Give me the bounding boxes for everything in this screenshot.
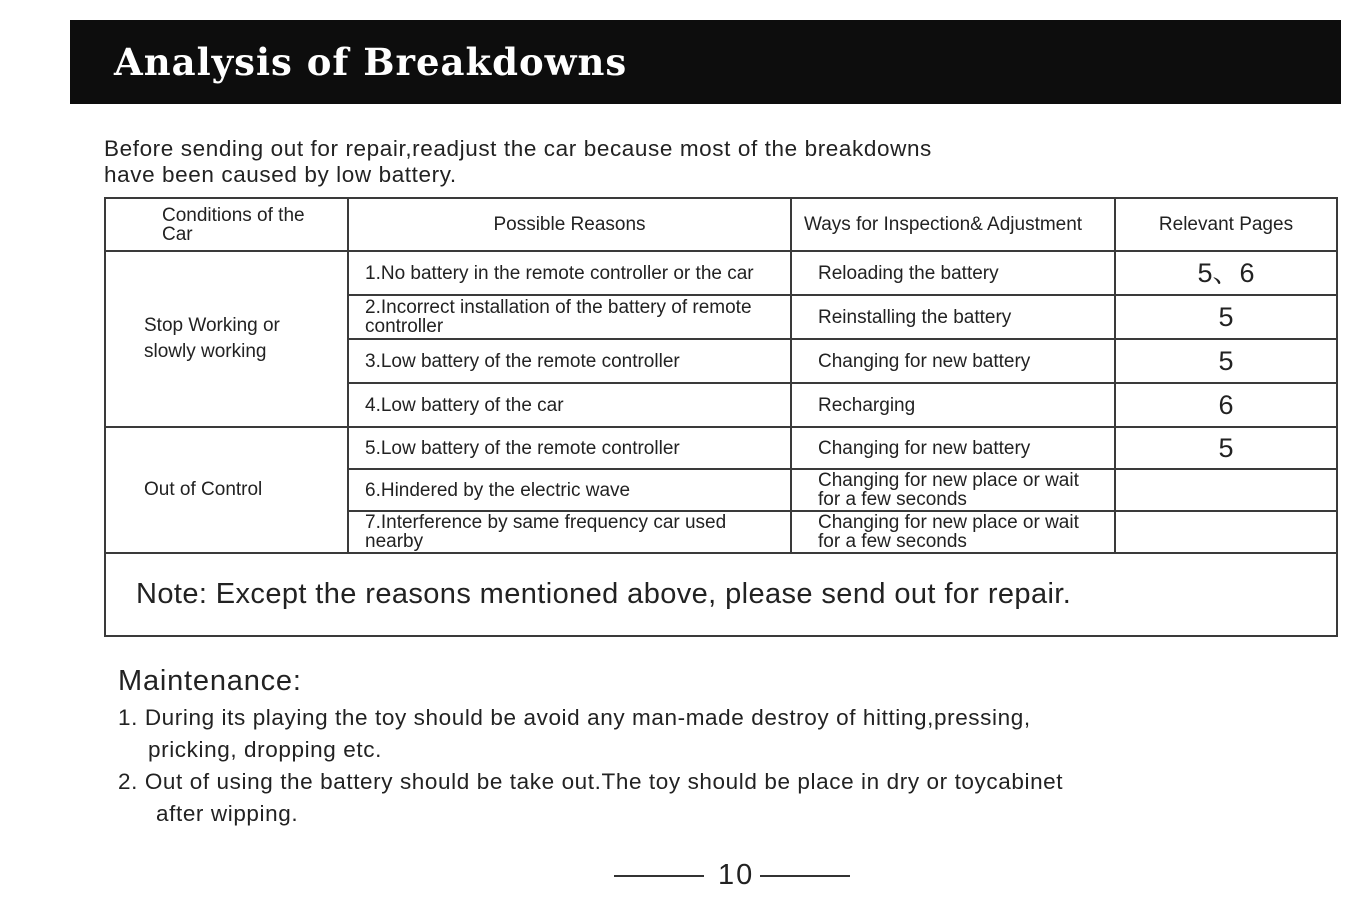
maintenance-item-1-line-2: pricking, dropping etc.	[148, 737, 382, 762]
way-cell: Changing for new place or wait for a few seconds	[791, 469, 1115, 511]
maintenance-item-2-line-2: after wipping.	[156, 801, 299, 826]
page-cell: 5	[1115, 427, 1337, 469]
reason-cell: 5.Low battery of the remote controller	[348, 427, 791, 469]
reason-cell: 6.Hindered by the electric wave	[348, 469, 791, 511]
way-cell: Reinstalling the battery	[791, 295, 1115, 339]
page-cell: 5、6	[1115, 251, 1337, 295]
page-cell: 5	[1115, 339, 1337, 383]
reason-cell: 2.Incorrect installation of the battery of remote controller	[348, 295, 791, 339]
table-row	[105, 427, 1337, 469]
breakdown-table	[104, 197, 1338, 637]
intro-paragraph	[104, 136, 1204, 188]
page-cell: 5	[1115, 295, 1337, 339]
maintenance-item-1	[118, 702, 1031, 766]
maintenance-item-2	[118, 766, 1063, 830]
reason-cell: 4.Low battery of the car	[348, 383, 791, 427]
reason-cell: 7.Interference by same frequency car used nearby	[348, 511, 791, 553]
maintenance-item-2-line-1: 2. Out of using the battery should be take out.The toy should be place in dry or toycabinet	[118, 769, 1064, 794]
way-cell: Changing for new battery	[791, 339, 1115, 383]
page-cell: 6	[1115, 383, 1337, 427]
table-header-row	[105, 198, 1337, 251]
way-cell: Reloading the battery	[791, 251, 1115, 295]
intro-line-1: Before sending out for repair,readjust the car because most of the breakdowns	[104, 136, 932, 161]
note-text: Note: Except the reasons mentioned above, please send out for repair.	[105, 553, 1337, 636]
page-cell	[1115, 469, 1337, 511]
header-ways: Ways for Inspection& Adjustment	[791, 198, 1115, 251]
page-cell	[1115, 511, 1337, 553]
condition-cell: Out of Control	[105, 427, 348, 553]
condition-cell: Stop Working or slowly working	[105, 251, 348, 427]
page-rule-left	[614, 875, 704, 877]
page-number	[614, 858, 850, 892]
page-number-text: 10	[718, 859, 755, 891]
way-cell: Changing for new place or wait for a few seconds	[791, 511, 1115, 553]
maintenance-title: Maintenance:	[118, 665, 302, 697]
note-row	[105, 553, 1337, 636]
table-row	[105, 251, 1337, 295]
maintenance-item-1-line-1: 1. During its playing the toy should be avoid any man-made destroy of hitting,pressing,	[118, 705, 1031, 730]
header-conditions: Conditions of the Car	[105, 198, 348, 251]
header-reasons: Possible Reasons	[348, 198, 791, 251]
intro-line-2: have been caused by low battery.	[104, 162, 457, 187]
page-rule-right	[760, 875, 850, 877]
way-cell: Changing for new battery	[791, 427, 1115, 469]
way-cell: Recharging	[791, 383, 1115, 427]
reason-cell: 1.No battery in the remote controller or the car	[348, 251, 791, 295]
header-bar	[70, 20, 1341, 104]
page-title: Analysis of Breakdowns	[114, 40, 628, 84]
reason-cell: 3.Low battery of the remote controller	[348, 339, 791, 383]
header-pages: Relevant Pages	[1115, 198, 1337, 251]
